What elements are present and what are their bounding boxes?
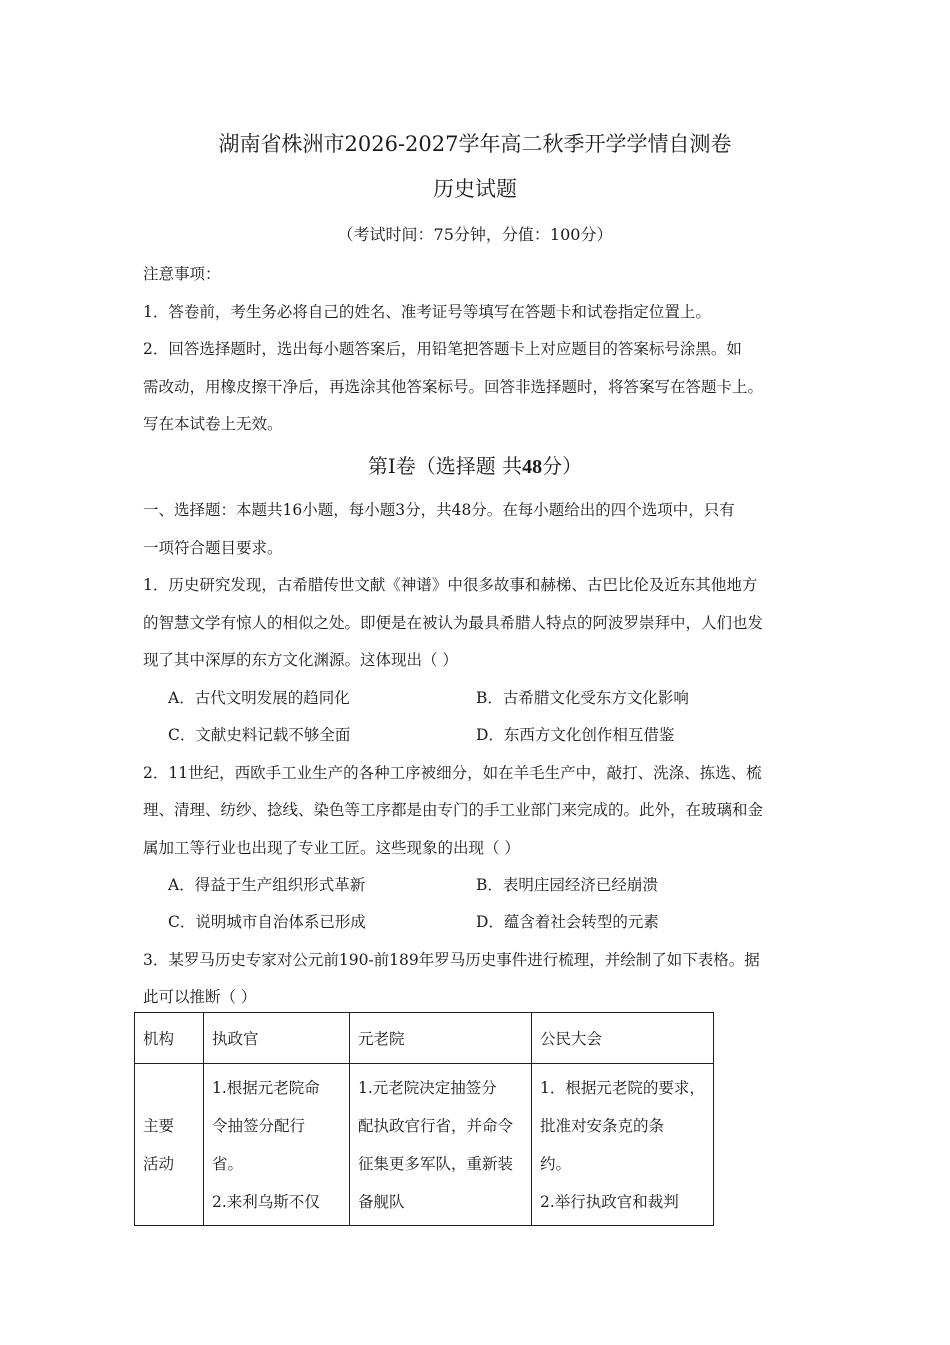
question-2-option-d[interactable]: D．蕴含着社会转型的元素	[476, 913, 659, 931]
table-cell-senate	[350, 1064, 532, 1226]
cell-line: 配执政官行省，并命令	[358, 1116, 514, 1135]
cell-line: 令抽签分配行	[212, 1116, 306, 1135]
exam-title: 湖南省株洲市2026-2027学年高二秋季开学学情自测卷	[218, 132, 732, 156]
cell-line: 1.元老院决定抽签分	[358, 1078, 497, 1097]
cell-line: 1.根据元老院命	[212, 1078, 320, 1097]
question-1-text: 1．历史研究发现，古希腊传世文献《神谱》中很多故事和赫梯、古巴比伦及近东其他地方	[143, 576, 758, 594]
table-cell-consul	[204, 1064, 350, 1226]
section-prefix: 第Ⅰ卷（选择题 共	[367, 454, 523, 478]
table-row	[135, 1064, 714, 1226]
question-1-option-b[interactable]: B．古希腊文化受东方文化影响	[476, 689, 689, 707]
table-header-cell: 机构	[135, 1013, 204, 1064]
cell-line: 征集更多军队，重新装	[358, 1154, 514, 1173]
cell-line: 批准对安条克的条	[540, 1116, 665, 1135]
question-2-text: 属加工等行业也出现了专业工匠。这些现象的出现（ ）	[143, 839, 520, 857]
notice-line: 需改动，用橡皮擦干净后，再选涂其他答案标号。回答非选择题时，将答案写在答题卡上。	[143, 378, 764, 396]
table-header-cell: 公民大会	[532, 1013, 714, 1064]
notice-heading: 注意事项：	[143, 265, 221, 283]
exam-time-score: （考试时间：75分钟，分值：100分）	[337, 225, 613, 244]
question-2-option-a[interactable]: A．得益于生产组织形式革新	[168, 876, 366, 894]
question-2-option-b[interactable]: B．表明庄园经济已经崩溃	[476, 876, 658, 894]
question-2-text: 理、清理、纺纱、捻线、染色等工序都是由专门的手工业部门来完成的。此外，在玻璃和金	[143, 801, 764, 819]
question-1-text: 的智慧文学有惊人的相似之处。即便是在被认为最具希腊人特点的阿波罗崇拜中，人们也发	[143, 614, 764, 632]
cell-line: 省。	[212, 1154, 244, 1173]
notice-line: 写在本试卷上无效。	[143, 415, 283, 433]
instruction-line: 一、选择题：本题共16小题，每小题3分，共48分。在每小题给出的四个选项中，只有	[143, 501, 735, 519]
cell-line: 2.举行执政官和裁判	[540, 1192, 679, 1211]
row-label-line: 活动	[143, 1154, 175, 1173]
cell-line: 1．根据元老院的要求，	[540, 1078, 705, 1097]
notice-line: 2．回答选择题时，选出每小题答案后，用铅笔把答题卡上对应题目的答案标号涂黑。如	[143, 340, 742, 358]
table-cell-assembly	[532, 1064, 714, 1226]
table-row-label	[135, 1064, 204, 1226]
question-1-text: 现了其中深厚的东方文化渊源。这体现出（ ）	[143, 651, 458, 669]
question-3-text: 此可以推断（ ）	[143, 988, 257, 1006]
section-score: 48	[522, 456, 543, 478]
section-heading	[0, 450, 950, 479]
question-1-option-c[interactable]: C．文献史料记载不够全面	[168, 726, 351, 744]
instruction-line: 一项符合题目要求。	[143, 539, 283, 557]
question-3-text: 3．某罗马历史专家对公元前190-前189年罗马历史事件进行梳理，并绘制了如下表格。据	[143, 951, 760, 969]
history-events-table	[134, 1012, 714, 1226]
section-suffix: 分）	[542, 454, 583, 478]
table-header-row	[135, 1013, 714, 1064]
question-1-option-a[interactable]: A．古代文明发展的趋同化	[168, 689, 350, 707]
table-header-cell: 元老院	[350, 1013, 532, 1064]
table-header-cell: 执政官	[204, 1013, 350, 1064]
question-1-option-d[interactable]: D．东西方文化创作相互借鉴	[476, 726, 675, 744]
notice-line: 1．答卷前，考生务必将自己的姓名、准考证号等填写在答题卡和试卷指定位置上。	[143, 303, 711, 321]
question-2-text: 2．11世纪，西欧手工业生产的各种工序被细分，如在羊毛生产中，敲打、洗涤、拣选、梳	[143, 764, 762, 782]
cell-line: 约。	[540, 1154, 572, 1173]
question-2-option-c[interactable]: C．说明城市自治体系已形成	[168, 913, 366, 931]
cell-line: 备舰队	[358, 1192, 405, 1211]
exam-subject: 历史试题	[433, 177, 517, 201]
row-label-line: 主要	[143, 1116, 175, 1135]
cell-line: 2.来利乌斯不仅	[212, 1192, 320, 1211]
